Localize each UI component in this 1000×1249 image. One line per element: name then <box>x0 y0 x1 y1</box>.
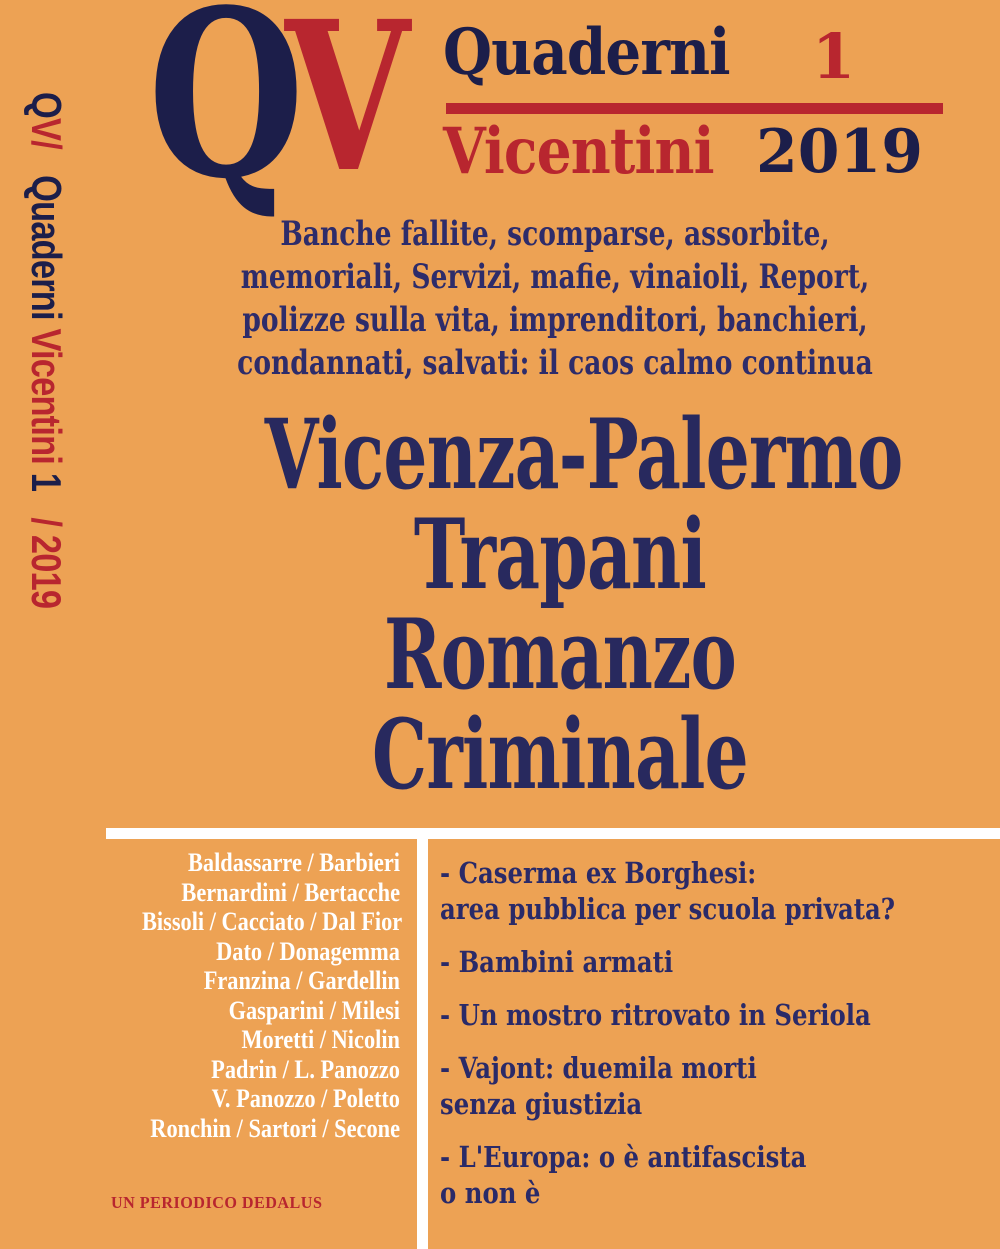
spine-logo-q: Q <box>23 92 70 118</box>
spine-logo-v: V <box>23 117 70 141</box>
article-line: - Un mostro ritrovato in Seriola <box>440 998 871 1032</box>
author-line: Franzina / Gardellin <box>203 966 400 995</box>
subtitle-line: Banche fallite, scomparse, assorbite, <box>280 214 830 254</box>
logo-v: V <box>285 0 410 218</box>
article-line: o non è <box>440 1176 541 1210</box>
article-item <box>440 1139 910 1211</box>
author-line: Moretti / Nicolin <box>241 1025 400 1054</box>
headline-line: Vicenza-Palermo <box>264 398 903 511</box>
cover-subtitle <box>130 213 980 385</box>
article-line: area pubblica per scuola privata? <box>440 892 896 926</box>
articles-list <box>440 855 1000 1228</box>
masthead-title-vicentini: Vicentini <box>443 114 714 189</box>
spine <box>20 92 72 812</box>
subtitle-line: condannati, salvati: il caos calmo continua <box>237 343 873 383</box>
author-line: Bernardini / Bertacche <box>181 877 400 907</box>
spine-text <box>20 92 72 608</box>
article-line: - L'Europa: o è antifascista <box>440 1140 807 1174</box>
article-line: senza giustizia <box>440 1087 643 1121</box>
spine-vicentini: Vicentini <box>23 328 70 465</box>
article-line: - Vajont: duemila morti <box>440 1051 757 1085</box>
spine-slash: / <box>23 140 70 149</box>
subtitle-line: memoriali, Servizi, mafie, vinaioli, Report, <box>240 257 870 297</box>
author-line: Baldassarre / Barbieri <box>187 848 400 877</box>
author-line: Gasparini / Milesi <box>228 995 400 1025</box>
headline-line: Criminale <box>372 698 748 811</box>
masthead-title-quaderni: Quaderni <box>443 15 730 90</box>
article-item <box>440 855 910 927</box>
spine-separator: / <box>23 517 70 527</box>
authors-list <box>100 848 403 1143</box>
issue-number: 1 <box>812 20 856 93</box>
spine-quaderni: Quaderni <box>23 175 70 320</box>
author-line: Dato / Donagemma <box>216 936 400 966</box>
author-line: V. Panozzo / Poletto <box>211 1084 400 1113</box>
publisher-label: UN PERIODICO DEDALUS <box>111 1193 323 1212</box>
masthead-divider <box>446 103 943 114</box>
article-line: - Caserma ex Borghesi: <box>440 856 757 890</box>
subtitle-line: polizze sulla vita, imprenditori, banchieri, <box>242 300 868 340</box>
cover-headline <box>150 398 970 811</box>
vertical-divider <box>417 839 428 1249</box>
author-line: Ronchin / Sartori / Secone <box>150 1113 400 1143</box>
headline-line: Romanzo <box>383 598 737 711</box>
article-line: - Bambini armati <box>440 945 674 979</box>
author-line: Padrin / L. Panozzo <box>211 1054 400 1084</box>
logo-q: Q <box>148 0 305 230</box>
author-line: Bissoli / Cacciato / Dal Fior <box>142 907 403 936</box>
spine-issue: 1 <box>23 472 70 492</box>
article-item <box>440 944 910 980</box>
article-item <box>440 1050 910 1122</box>
spine-year: 2019 <box>23 534 70 609</box>
article-item <box>440 997 910 1033</box>
headline-line: Trapani <box>413 498 707 611</box>
issue-year: 2019 <box>756 117 923 187</box>
horizontal-divider <box>106 828 1000 839</box>
